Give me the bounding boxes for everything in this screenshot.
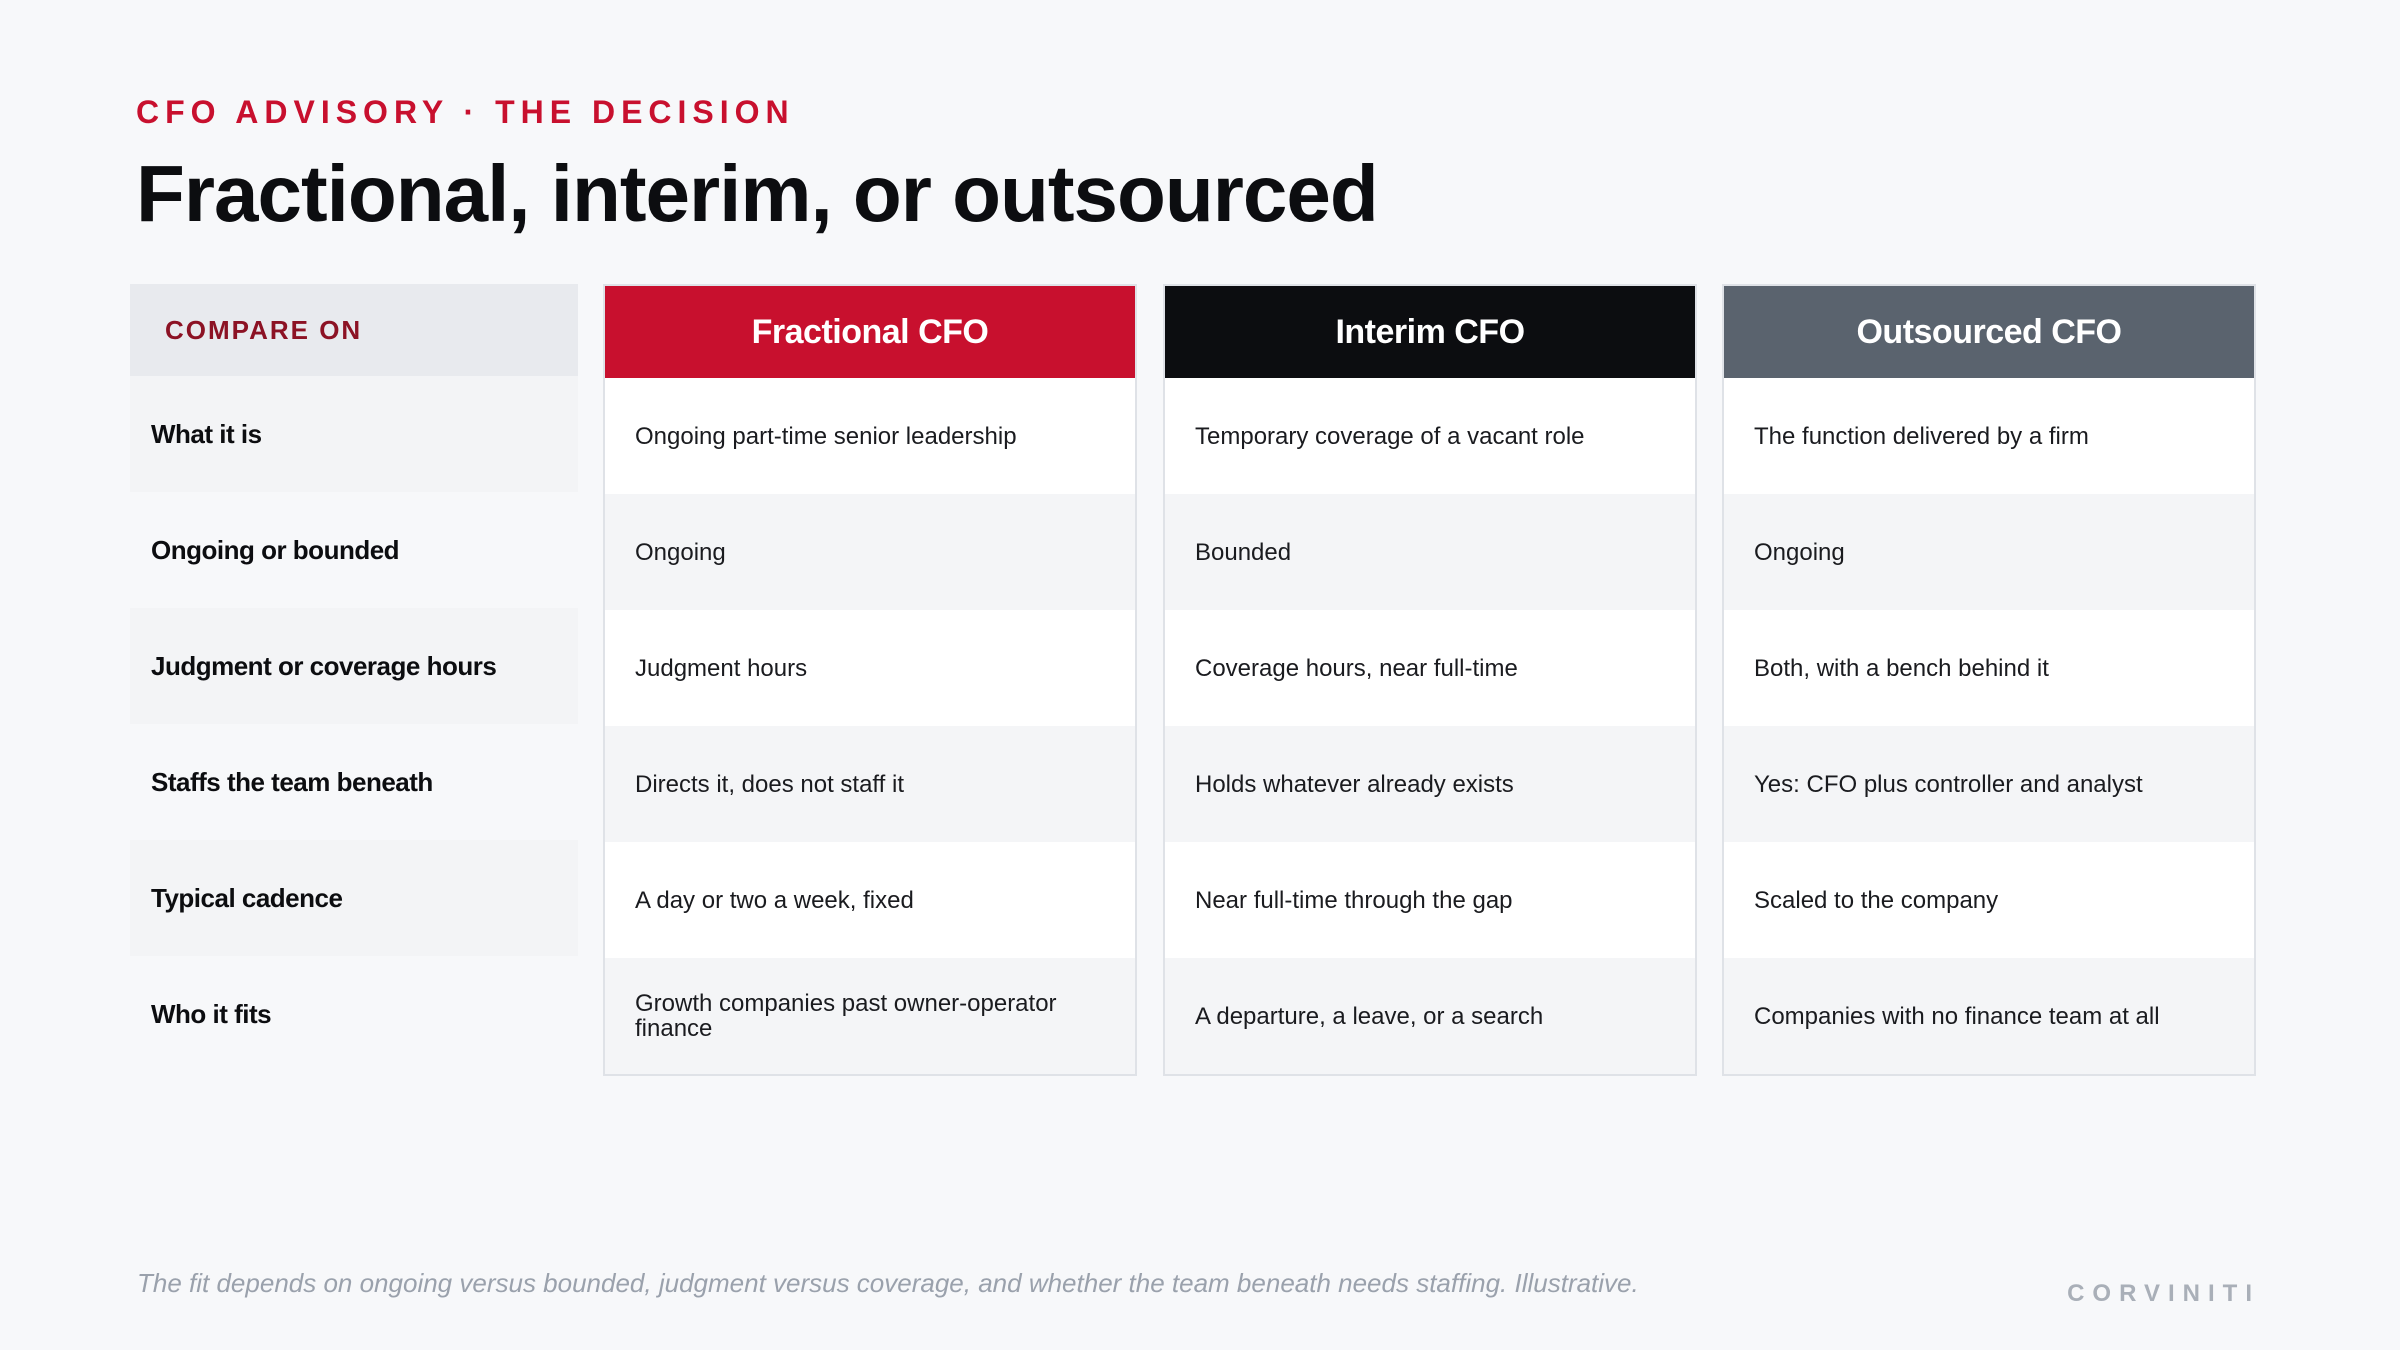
table-cell: Ongoing [1724, 494, 2254, 610]
compare-on-column [130, 284, 578, 1072]
row-label: What it is [130, 376, 578, 492]
outsourced-cfo-column [1722, 284, 2256, 1076]
table-cell: Coverage hours, near full-time [1195, 654, 1518, 682]
table-cell: Ongoing part-time senior leadership [635, 422, 1017, 450]
row-label: Staffs the team beneath [151, 766, 433, 797]
table-cell: Temporary coverage of a vacant role [1195, 422, 1585, 450]
row-label: Judgment or coverage hours [130, 608, 578, 724]
table-cell: Holds whatever already exists [1165, 726, 1695, 842]
row-label: Typical cadence [130, 840, 578, 956]
brand-wordmark: CORVINITI [2067, 1280, 2260, 1307]
fractional-cfo-column [603, 284, 1137, 1076]
table-cell: A departure, a leave, or a search [1165, 958, 1695, 1074]
label-rows [130, 376, 578, 1072]
column-header: Outsourced CFO [1724, 286, 2254, 378]
table-cell: Scaled to the company [1754, 886, 1999, 914]
table-cell: Directs it, does not staff it [605, 726, 1135, 842]
compare-on-header: COMPARE ON [130, 284, 578, 376]
row-label: Who it fits [151, 998, 272, 1029]
interim-cfo-column [1163, 284, 1697, 1076]
row-label: Ongoing or bounded [151, 534, 400, 565]
table-cell: A day or two a week, fixed [635, 886, 914, 914]
table-cell: Both, with a bench behind it [1754, 654, 2049, 682]
eyebrow: CFO ADVISORY · THE DECISION [136, 94, 795, 130]
table-cell: Growth companies past owner-operator finance [605, 958, 1135, 1074]
column-header: Interim CFO [1165, 286, 1695, 378]
table-cell: Companies with no finance team at all [1724, 958, 2254, 1074]
page-title: Fractional, interim, or outsourced [136, 149, 1378, 238]
footnote: The fit depends on ongoing versus bounded, judgment versus coverage, and whether the team beneath needs staffing. Illustrative. [137, 1268, 1639, 1298]
table-cell: The function delivered by a firm [1754, 422, 2089, 450]
table-cell: Near full-time through the gap [1195, 886, 1513, 914]
table-cell: Judgment hours [635, 654, 808, 682]
column-header: Fractional CFO [605, 286, 1135, 378]
table-cell: Ongoing [605, 494, 1135, 610]
table-cell: Bounded [1165, 494, 1695, 610]
table-cell: Yes: CFO plus controller and analyst [1724, 726, 2254, 842]
